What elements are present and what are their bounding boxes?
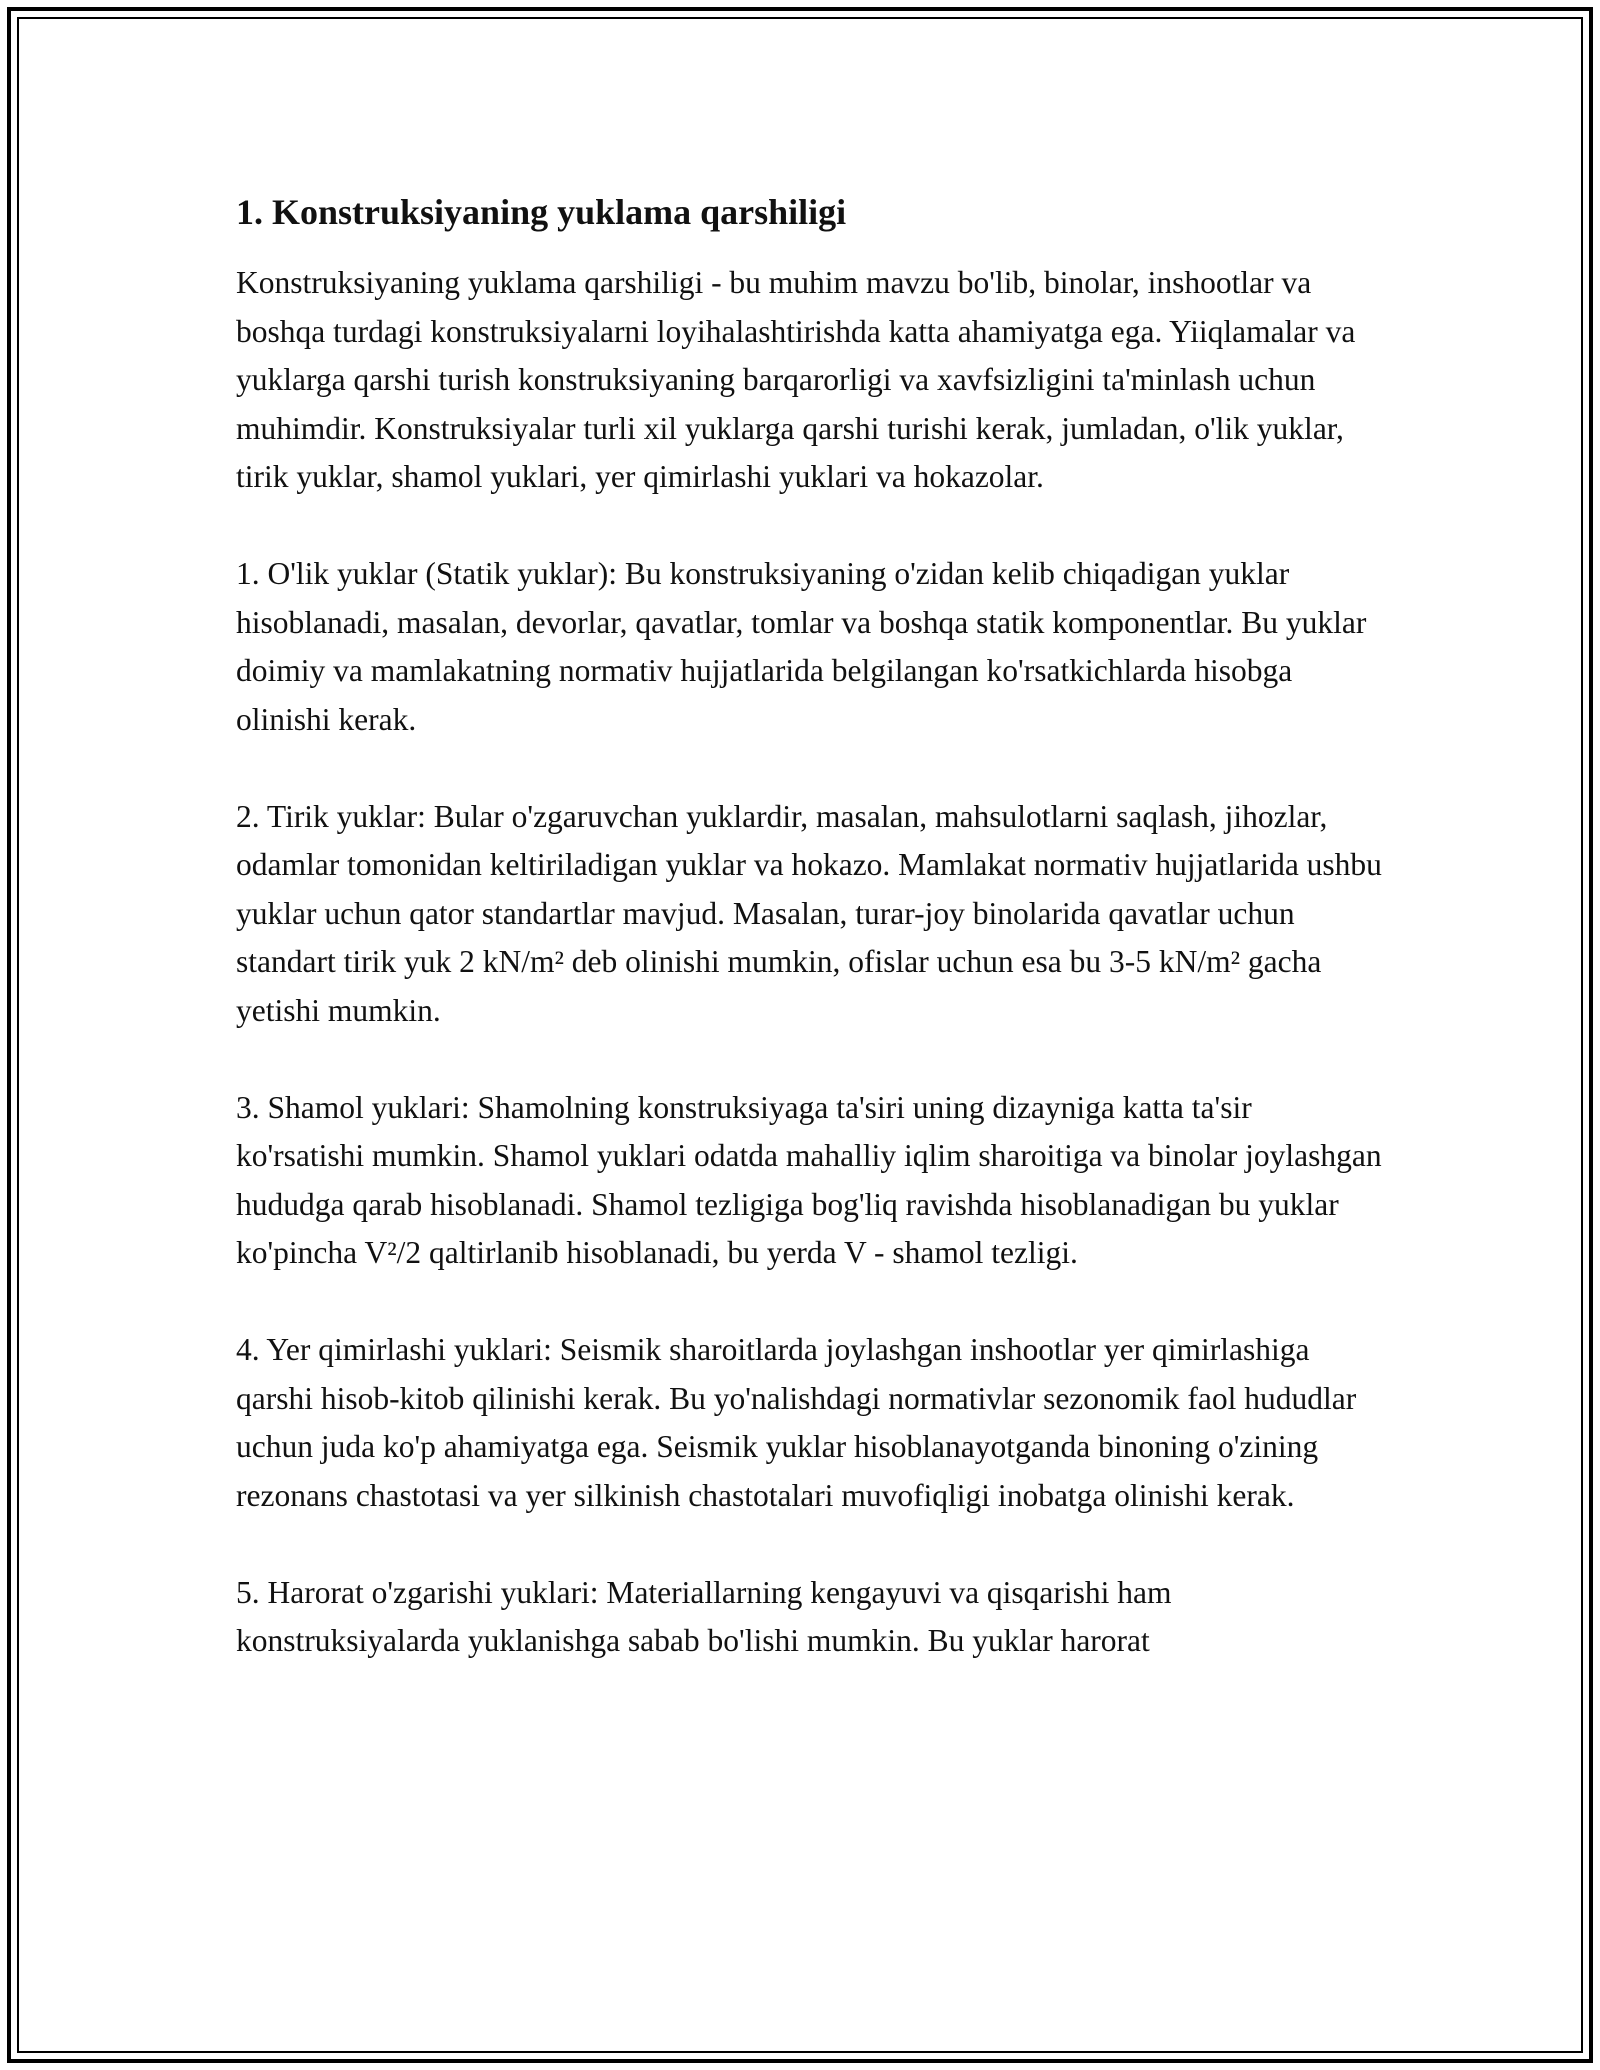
- paragraph-wind-loads: 3. Shamol yuklari: Shamolning konstruksiyaga ta'siri uning dizayniga katta ta'sir ko'rsatishi mumkin. Shamol yuklari odatda mahalliy iqlim sharoitiga va binolar joylashgan hududga qarab hisoblanadi. Shamol tezligiga bog'liq ravishda hisoblanadigan bu yuklar ko'pincha V²/2 qaltirlanib hisoblanadi, bu yerda V - shamol tezligi.: [236, 1089, 1382, 1270]
- document-body: [236, 186, 1386, 1714]
- paragraph-temperature-loads: 5. Harorat o'zgarishi yuklari: Materiallarning kengayuvi va qisqarishi ham konstruksiyalarda yuklanishga sabab bo'lishi mumkin. Bu yuklar harorat: [236, 1574, 1172, 1658]
- paragraph-intro: Konstruksiyaning yuklama qarshiligi - bu muhim mavzu bo'lib, binolar, inshootlar va boshqa turdagi konstruksiyalarni loyihalashtirishda katta ahamiyatga ega. Yiiqlamalar va yuklarga qarshi turish konstruksiyaning barqarorligi va xavfsizligini ta'minlash uchun muhimdir. Konstruksiyalar turli xil yuklarga qarshi turishi kerak, jumladan, o'lik yuklar, tirik yuklar, shamol yuklari, yer qimirlashi yuklari va hokazolar.: [236, 265, 1356, 494]
- document-title: 1. Konstruksiyaning yuklama qarshiligi: [236, 192, 847, 232]
- paragraph-seismic-loads: 4. Yer qimirlashi yuklari: Seismik sharoitlarda joylashgan inshootlar yer qimirlashiga qarshi hisob-kitob qilinishi kerak. Bu yo'nalishdagi normativlar sezonomik faol hududlar uchun juda ko'p ahamiyatga ega. Seismik yuklar hisoblanayotganda binoning o'zining rezonans chastotasi va yer silkinish chastotalari muvofiqligi inobatga olinishi kerak.: [236, 1332, 1357, 1513]
- paragraph-live-loads: 2. Tirik yuklar: Bular o'zgaruvchan yuklardir, masalan, mahsulotlarni saqlash, jihozlar, odamlar tomonidan keltiriladigan yuklar va hokazo. Mamlakat normativ hujjatlarida ushbu yuklar uchun qator standartlar mavjud. Masalan, turar-joy binolarida qavatlar uchun standart tirik yuk 2 kN/m² deb olinishi mumkin, ofislar uchun esa bu 3-5 kN/m² gacha yetishi mumkin.: [236, 798, 1382, 1028]
- paragraph-dead-loads: 1. O'lik yuklar (Statik yuklar): Bu konstruksiyaning o'zidan kelib chiqadigan yuklar hisoblanadi, masalan, devorlar, qavatlar, tomlar va boshqa statik komponentlar. Bu yuklar doimiy va mamlakatning normativ hujjatlarida belgilangan ko'rsatkichlarda hisobga olinishi kerak.: [236, 556, 1367, 737]
